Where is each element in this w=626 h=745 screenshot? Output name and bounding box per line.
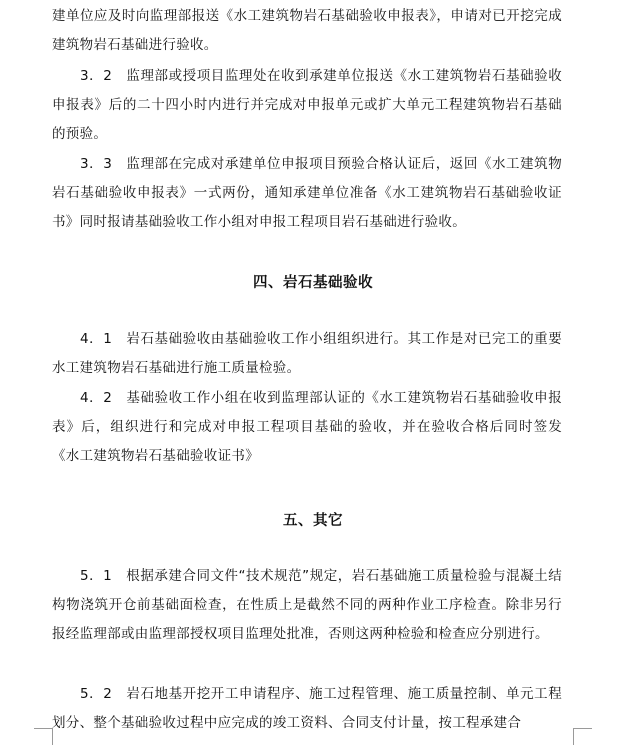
paragraph-3-1-continued: 建单位应及时向监理部报送《水工建筑物岩石基础验收申报表》，申请对已开挖完成建筑物岩石基础进行验收。 bbox=[52, 8, 562, 54]
page-corner-mark-left bbox=[34, 728, 53, 745]
paragraph-5-2: 5．2 岩石地基开挖开工申请程序、施工过程管理、施工质量控制、单元工程划分、整个基础验收过程中应完成的竣工资料、合同支付计量，按工程承建合 bbox=[52, 686, 562, 732]
page-corner-mark-right bbox=[573, 728, 592, 745]
paragraph-4-1: 4．1 岩石基础验收由基础验收工作小组组织进行。其工作是对已完工的重要水工建筑物岩石基础进行施工质量检验。 bbox=[52, 331, 562, 377]
section-heading-4: 四、岩石基础验收 bbox=[253, 275, 373, 291]
section-heading-5: 五、其它 bbox=[283, 513, 343, 529]
paragraph-4-2: 4．2 基础验收工作小组在收到监理部认证的《水工建筑物岩石基础验收申报表》后，组织进行和完成对申报工程项目基础的验收，并在验收合格后同时签发《水工建筑物岩石基础验收证书》 bbox=[52, 390, 562, 465]
paragraph-3-3: 3．3 监理部在完成对承建单位申报项目预验合格认证后，返回《水工建筑物岩石基础验收申报表》一式两份，通知承建单位准备《水工建筑物岩石基础验收证书》同时报请基础验收工作小组对申报工程项目岩石基础进行验收。 bbox=[52, 156, 562, 231]
paragraph-3-2: 3．2 监理部或授项目监理处在收到承建单位报送《水工建筑物岩石基础验收申报表》后的二十四小时内进行并完成对申报单元或扩大单元工程建筑物岩石基础的预验。 bbox=[52, 68, 562, 143]
paragraph-5-1: 5．1 根据承建合同文件“技术规范”规定，岩石基础施工质量检验与混凝土结构物浇筑开仓前基础面检查，在性质上是截然不同的两种作业工序检查。除非另行报经监理部或由监理部授权项目监理处批准，否则这两种检验和检查应分别进行。 bbox=[52, 568, 562, 643]
